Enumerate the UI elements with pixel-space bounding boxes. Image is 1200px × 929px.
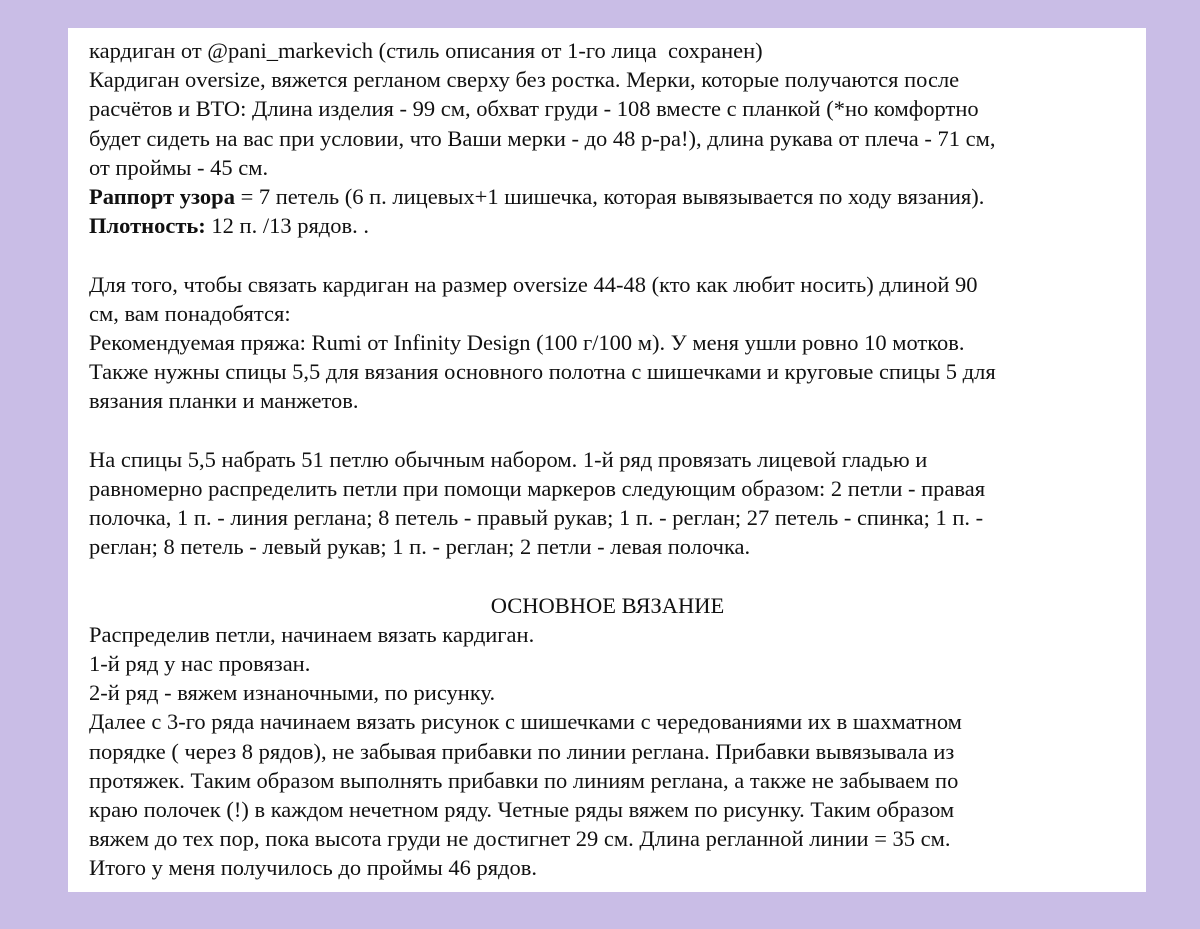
rapport-line <box>89 182 1126 211</box>
density-text: 12 п. /13 рядов. . <box>205 213 369 239</box>
intro-line: расчётов и ВТО: Длина изделия - 99 см, обхват груди - 108 вместе с планкой (*но комфортно <box>89 96 979 122</box>
spacer <box>89 240 1126 269</box>
spacer <box>89 561 1126 590</box>
main-line: краю полочек (!) в каждом нечетном ряду. Четные ряды вяжем по рисунку. Таким образом <box>89 796 955 822</box>
density-label: Плотность: <box>89 213 206 239</box>
main-line: порядке ( через 8 рядов), не забывая прибавки по линии реглана. Прибавки вывязывала из <box>89 738 955 764</box>
cast-on-line: На спицы 5,5 набрать 51 петлю обычным набором. 1-й ряд провязать лицевой гладью и <box>89 446 928 472</box>
cast-on-line: полочка, 1 п. - линия реглана; 8 петель - правый рукав; 1 п. - реглан; 27 петель - спинка; 1 п. - <box>89 505 984 530</box>
main-line: 2-й ряд - вяжем изнаночными, по рисунку. <box>89 680 496 706</box>
materials-line: Для того, чтобы связать кардиган на размер oversize 44-48 (кто как любит носить) длиной 90 <box>89 271 978 297</box>
cast-on-line: равномерно распределить петли при помощи маркеров следующим образом: 2 петли - правая <box>89 475 986 501</box>
section-heading: ОСНОВНОЕ ВЯЗАНИЕ <box>490 592 725 618</box>
main-line: Итого у меня получилось до проймы 46 рядов. <box>89 855 537 881</box>
rapport-label: Раппорт узора <box>89 183 235 209</box>
main-line: вяжем до тех пор, пока высота груди не достигнет 29 см. Длина регланной линии = 35 см. <box>89 826 951 852</box>
main-line: протяжек. Таким образом выполнять прибавки по линиям реглана, а также не забываем по <box>89 767 959 793</box>
intro-line: будет сидеть на вас при условии, что Ваши мерки - до 48 р-ра!), длина рукава от плеча - 71 см, <box>89 125 996 151</box>
materials-line: см, вам понадобятся: <box>89 300 291 326</box>
cast-on-line: реглан; 8 петель - левый рукав; 1 п. - реглан; 2 петли - левая полочка. <box>89 534 751 560</box>
spacer <box>89 415 1126 444</box>
rapport-text: = 7 петель (6 п. лицевых+1 шишечка, которая вывязывается по ходу вязания). <box>234 183 985 209</box>
materials-line: вязания планки и манжетов. <box>89 388 359 414</box>
main-line: 1-й ряд у нас провязан. <box>89 650 311 676</box>
materials-line: Рекомендуемая пряжа: Rumi от Infinity Design (100 г/100 м). У меня ушли ровно 10 мотков. <box>89 329 965 355</box>
density-line <box>89 211 1126 240</box>
materials-line: Также нужны спицы 5,5 для вязания основного полотна с шишечками и круговые спицы 5 для <box>89 359 996 385</box>
document-page <box>68 28 1146 892</box>
main-line: Далее с 3-го ряда начинаем вязать рисунок с шишечками с чередованиями их в шахматном <box>89 709 962 735</box>
intro-line: от проймы - 45 см. <box>89 154 269 180</box>
author-line: кардиган от @pani_markevich (стиль описания от 1-го лица сохранен) <box>89 38 763 63</box>
intro-line: Кардиган oversize, вяжется регланом сверху без ростка. Мерки, которые получаются после <box>89 67 960 93</box>
main-line: Распределив петли, начинаем вязать кардиган. <box>89 621 535 647</box>
